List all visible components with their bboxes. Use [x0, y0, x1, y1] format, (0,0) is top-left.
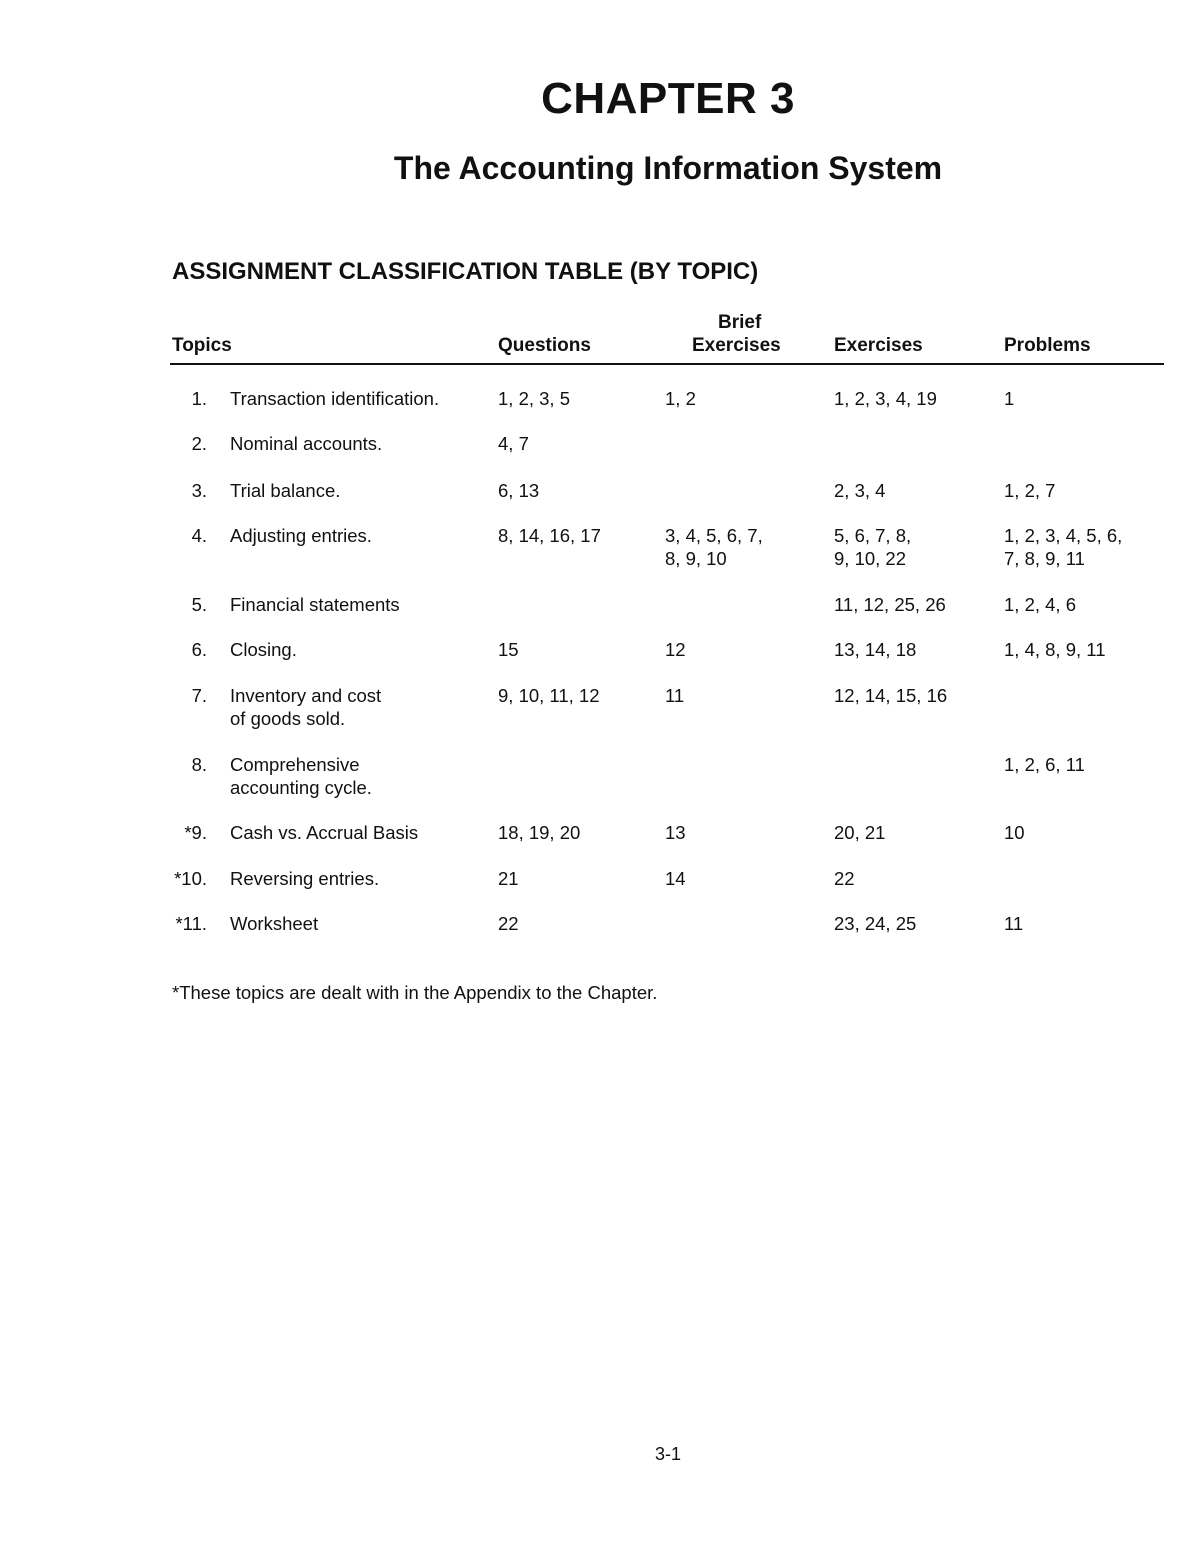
row-questions: 22 — [498, 913, 519, 934]
row-exercises: 2, 3, 4 — [834, 480, 886, 501]
chapter-title: CHAPTER 3 — [541, 74, 795, 123]
row-topic: Financial statements — [230, 594, 400, 615]
row-brief-exercises: 3, 4, 5, 6, 7, 8, 9, 10 — [665, 525, 763, 569]
row-problems: 1, 2, 3, 4, 5, 6, 7, 8, 9, 11 — [1004, 525, 1123, 569]
row-topic: Adjusting entries. — [230, 525, 372, 546]
row-topic: Nominal accounts. — [230, 433, 383, 454]
row-number: 8. — [191, 754, 207, 775]
row-brief-exercises: 12 — [665, 639, 686, 660]
row-exercises: 22 — [834, 868, 855, 889]
row-exercises: 11, 12, 25, 26 — [834, 594, 946, 615]
row-problems: 1, 4, 8, 9, 11 — [1004, 639, 1106, 660]
row-number: 3. — [191, 480, 207, 501]
footnote: *These topics are dealt with in the Appendix to the Chapter. — [172, 982, 658, 1003]
row-topic: Reversing entries. — [230, 868, 380, 889]
row-questions: 18, 19, 20 — [498, 822, 581, 843]
row-brief-exercises: 1, 2 — [665, 388, 696, 409]
row-questions: 21 — [498, 868, 519, 889]
row-number: 1. — [191, 388, 207, 409]
row-topic: Cash vs. Accrual Basis — [230, 822, 419, 843]
header-problems: Problems — [1004, 335, 1091, 356]
row-topic: Closing. — [230, 639, 297, 660]
row-questions: 9, 10, 11, 12 — [498, 685, 600, 706]
row-questions: 15 — [498, 639, 519, 660]
row-exercises: 5, 6, 7, 8, 9, 10, 22 — [834, 525, 912, 569]
header-rule — [170, 363, 1164, 365]
row-problems: 1, 2, 4, 6 — [1004, 594, 1076, 615]
row-number: 2. — [191, 433, 207, 454]
section-heading: ASSIGNMENT CLASSIFICATION TABLE (BY TOPIC) — [172, 258, 759, 285]
row-questions: 6, 13 — [498, 480, 540, 501]
row-problems: 11 — [1004, 913, 1024, 934]
row-topic: Worksheet — [230, 913, 319, 934]
header-brief-bottom: Exercises — [692, 335, 781, 356]
chapter-subtitle: The Accounting Information System — [393, 150, 943, 186]
row-problems: 1, 2, 7 — [1004, 480, 1056, 501]
header-topics: Topics — [172, 335, 232, 356]
row-exercises: 20, 21 — [834, 822, 886, 843]
row-brief-exercises: 13 — [665, 822, 686, 843]
row-problems: 10 — [1004, 822, 1025, 843]
row-number: *10. — [174, 868, 207, 889]
row-exercises: 1, 2, 3, 4, 19 — [834, 388, 937, 409]
row-questions: 8, 14, 16, 17 — [498, 525, 601, 546]
row-questions: 1, 2, 3, 5 — [498, 388, 570, 409]
row-topic: Comprehensive accounting cycle. — [230, 754, 372, 798]
row-exercises: 13, 14, 18 — [834, 639, 917, 660]
row-number: *11. — [175, 913, 207, 934]
row-number: 5. — [191, 594, 207, 615]
row-problems: 1, 2, 6, 11 — [1004, 754, 1085, 775]
row-number: 7. — [191, 685, 207, 706]
row-topic: Inventory and cost of goods sold. — [230, 685, 382, 729]
header-brief-top: Brief — [718, 312, 762, 333]
row-questions: 4, 7 — [498, 433, 529, 454]
row-topic: Transaction identification. — [230, 388, 440, 409]
row-problems: 1 — [1004, 388, 1015, 409]
row-brief-exercises: 11 — [665, 685, 685, 706]
row-number: *9. — [184, 822, 207, 843]
row-topic: Trial balance. — [230, 480, 341, 501]
row-exercises: 23, 24, 25 — [834, 913, 917, 934]
header-exercises: Exercises — [834, 335, 923, 356]
header-questions: Questions — [498, 335, 591, 356]
row-number: 6. — [191, 639, 207, 660]
page-number: 3-1 — [654, 1444, 681, 1464]
row-exercises: 12, 14, 15, 16 — [834, 685, 948, 706]
row-brief-exercises: 14 — [665, 868, 686, 889]
row-number: 4. — [191, 525, 207, 546]
